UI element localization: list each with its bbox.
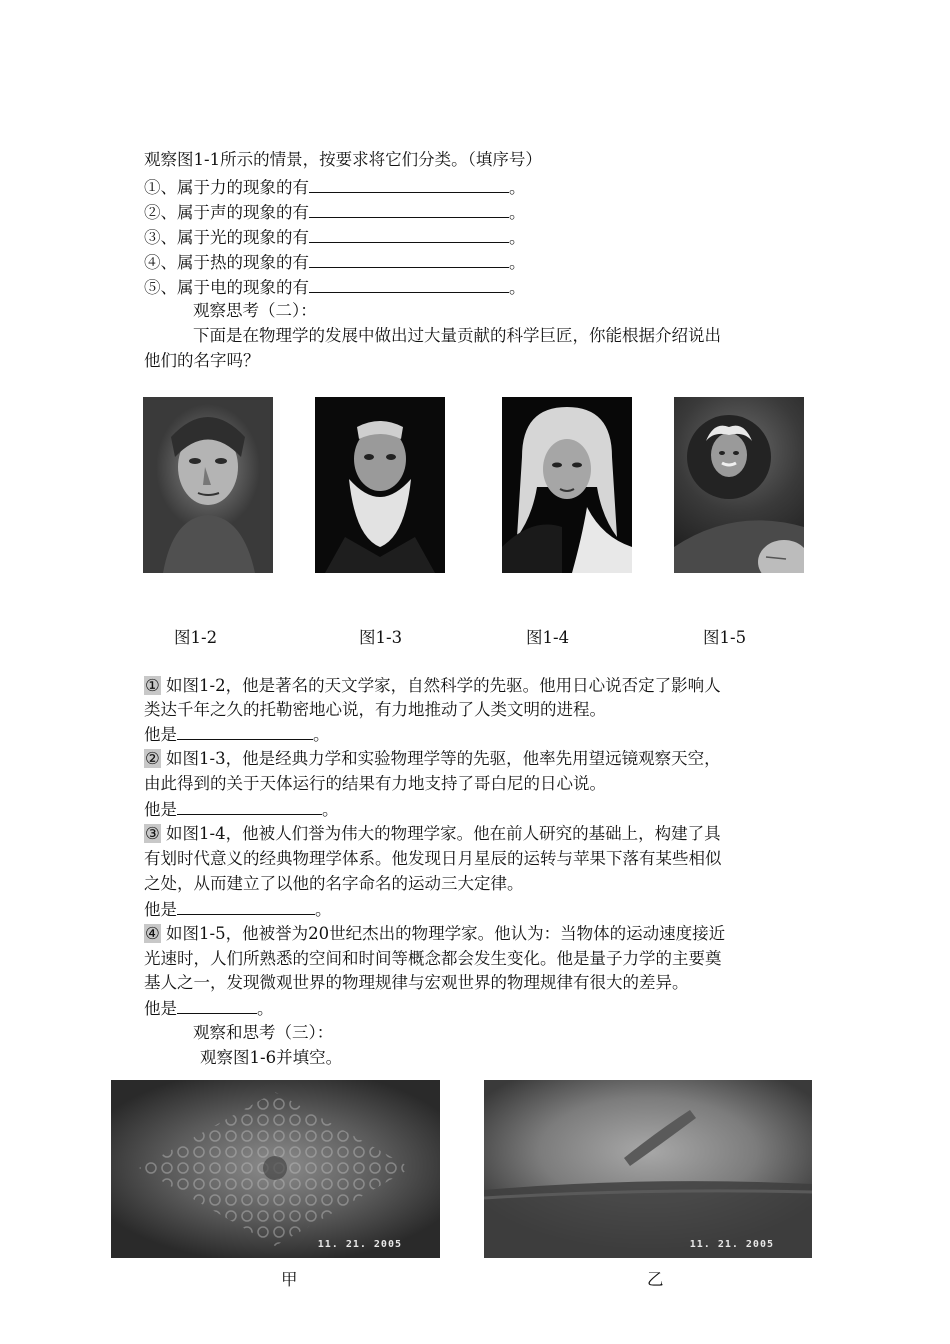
category-label: ④、属于热的现象的有 xyxy=(144,253,309,272)
figure-caption-1: 图1-2 xyxy=(174,628,218,647)
portrait-photo-4 xyxy=(674,397,804,573)
photo-timestamp: 11. 21. 2005 xyxy=(689,1239,774,1250)
answer-blank[interactable] xyxy=(309,175,509,193)
answer-blank[interactable] xyxy=(177,897,315,915)
portrait-photo-1 xyxy=(143,397,273,573)
figure-caption-4: 图1-5 xyxy=(703,628,747,647)
section2-para-line1: 下面是在物理学的发展中做出过大量贡献的科学巨匠，你能根据介绍说出 xyxy=(193,326,721,345)
category-heat: ④、属于热的现象的有 。 xyxy=(144,250,526,275)
section3-instruction: 观察图1-6并填空。 xyxy=(200,1048,343,1067)
question-2-line2: 由此得到的关于天体运行的结果有力地支持了哥白尼的日心说。 xyxy=(144,774,606,793)
question-1-answer: 他是 。 xyxy=(144,722,330,747)
question-number: ③ xyxy=(145,824,160,843)
section2-para-line2: 他们的名字吗？ xyxy=(144,351,260,370)
figure-caption-3: 图1-4 xyxy=(526,628,570,647)
category-light: ③、属于光的现象的有 。 xyxy=(144,225,526,250)
question-number: ② xyxy=(145,749,160,768)
category-force: ①、属于力的现象的有 。 xyxy=(144,175,526,200)
category-label: ②、属于声的现象的有 xyxy=(144,203,309,222)
category-electric: ⑤、属于电的现象的有 。 xyxy=(144,275,526,300)
category-label: ①、属于力的现象的有 xyxy=(144,178,309,197)
question-4-line2: 光速时，人们所熟悉的空间和时间等概念都会发生变化。他是量子力学的主要奠 xyxy=(144,949,722,968)
experiment-photo-yi xyxy=(484,1080,812,1258)
question-4-answer: 他是 。 xyxy=(144,996,274,1021)
answer-blank[interactable] xyxy=(177,797,322,815)
question-4-line1: ④ 如图1-5，他被誉为20世纪杰出的物理学家。他认为：当物体的运动速度接近 xyxy=(145,924,726,943)
answer-blank[interactable] xyxy=(309,225,509,243)
category-sound: ②、属于声的现象的有 。 xyxy=(144,200,526,225)
category-label: ③、属于光的现象的有 xyxy=(144,228,309,247)
intro-text: 观察图1-1所示的情景，按要求将它们分类。（填序号） xyxy=(144,150,542,169)
question-4-line3: 基人之一，发现微观世界的物理规律与宏观世界的物理规律有很大的差异。 xyxy=(144,973,689,992)
question-1-line2: 类达千年之久的托勒密地心说，有力地推动了人类文明的进程。 xyxy=(144,700,606,719)
photo-timestamp: 11. 21. 2005 xyxy=(317,1239,402,1250)
section3-heading: 观察和思考（三）： xyxy=(193,1023,334,1042)
question-3-line2: 有划时代意义的经典物理学体系。他发现日月星辰的运转与苹果下落有某些相似 xyxy=(144,849,722,868)
question-3-line1: ③ 如图1-4，他被人们誉为伟大的物理学家。他在前人研究的基础上，构建了具 xyxy=(145,824,721,843)
portrait-photo-2 xyxy=(315,397,445,573)
section2-heading: 观察思考（二）： xyxy=(193,301,317,320)
question-3-answer: 他是 。 xyxy=(144,897,332,922)
question-3-line3: 之处，从而建立了以他的名字命名的运动三大定律。 xyxy=(144,874,524,893)
answer-blank[interactable] xyxy=(309,275,509,293)
question-2-answer: 他是 。 xyxy=(144,797,339,822)
photo-caption-yi: 乙 xyxy=(647,1270,664,1289)
question-number: ④ xyxy=(145,924,160,943)
question-number: ① xyxy=(145,676,160,695)
question-2-line1: ② 如图1-3，他是经典力学和实验物理学等的先驱，他率先用望远镜观察天空， xyxy=(145,749,721,768)
portrait-photo-3 xyxy=(502,397,632,573)
question-1-line1: ① 如图1-2，他是著名的天文学家，自然科学的先驱。他用日心说否定了影响人 xyxy=(145,676,721,695)
experiment-photo-jia xyxy=(111,1080,440,1258)
answer-blank[interactable] xyxy=(309,250,509,268)
figure-caption-2: 图1-3 xyxy=(359,628,403,647)
answer-blank[interactable] xyxy=(177,996,257,1014)
photo-caption-jia: 甲 xyxy=(281,1270,298,1289)
category-label: ⑤、属于电的现象的有 xyxy=(144,278,309,297)
answer-blank[interactable] xyxy=(309,200,509,218)
answer-blank[interactable] xyxy=(177,722,313,740)
